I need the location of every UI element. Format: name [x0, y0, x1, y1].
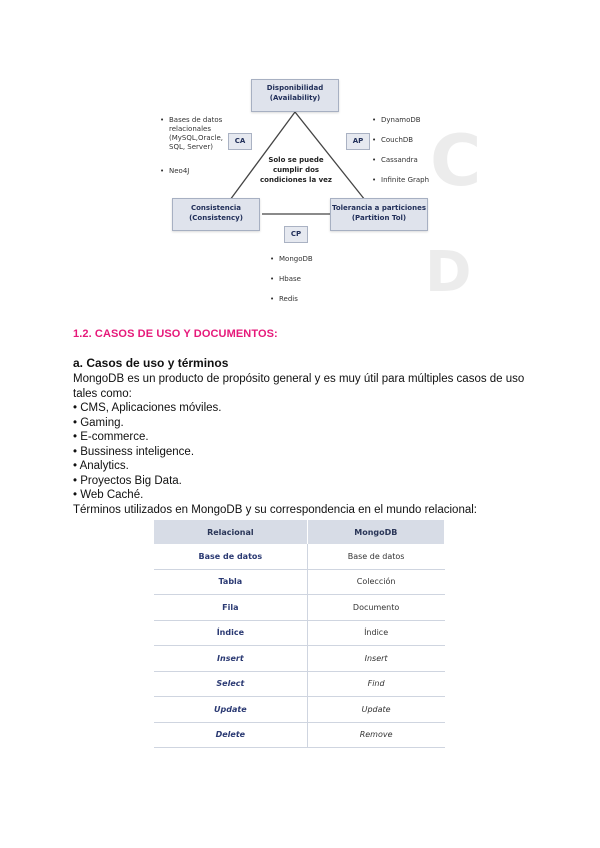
relational-cell: Delete	[154, 722, 307, 748]
table-row	[154, 569, 445, 595]
partition-box	[330, 198, 428, 231]
watermark-letter: C	[430, 120, 482, 202]
table-row	[154, 722, 445, 748]
mongodb-cell: Índice	[307, 620, 444, 646]
use-case-item: • CMS, Aplicaciones móviles.	[73, 402, 222, 414]
header-relational: Relacional	[154, 520, 307, 544]
relational-cell: Insert	[154, 646, 307, 672]
ca-tag: CA	[228, 133, 252, 150]
list-item: • CouchDB	[381, 136, 413, 145]
table-row	[154, 697, 445, 723]
mongodb-cell: Remove	[307, 722, 444, 748]
table-row	[154, 544, 445, 569]
availability-subtitle: (Availability)	[269, 94, 321, 102]
cp-tag: CP	[284, 226, 308, 243]
list-item: • Infinite Graph	[381, 176, 429, 185]
partition-subtitle: (Partition Tol)	[351, 214, 407, 222]
relational-cell: Update	[154, 697, 307, 723]
use-case-item: • Bussiness inteligence.	[73, 445, 195, 458]
relational-cell: Select	[154, 671, 307, 697]
list-item-cont: (MySQL,Oracle,	[169, 134, 223, 142]
mongodb-cell: Update	[307, 697, 444, 723]
center-note	[256, 155, 336, 185]
cp-list	[279, 255, 339, 305]
use-case-item: • Proyectos Big Data.	[73, 474, 182, 487]
terms-table	[154, 520, 445, 748]
intro-paragraph	[73, 372, 524, 517]
header-mongodb: MongoDB	[307, 520, 444, 544]
table-row	[154, 620, 445, 646]
table-header-row	[154, 520, 445, 544]
terms-intro: Términos utilizados en MongoDB y su correspondencia en el mundo relacional:	[73, 503, 477, 516]
mongodb-cell: Colección	[307, 569, 444, 595]
center-note-line: Solo se puede	[268, 156, 324, 164]
consistency-subtitle: (Consistency)	[189, 214, 243, 222]
consistency-box	[172, 198, 260, 231]
watermark-letter: D	[425, 240, 472, 305]
relational-cell: Índice	[154, 620, 307, 646]
ca-list	[169, 116, 239, 186]
mongodb-cell: Base de datos	[307, 544, 444, 569]
availability-title: Disponibilidad	[266, 84, 324, 92]
ap-tag: AP	[346, 133, 370, 150]
table-row	[154, 646, 445, 672]
availability-box	[251, 79, 339, 112]
list-item-cont: SQL, Server)	[169, 143, 213, 151]
ap-list	[381, 116, 451, 186]
table-row	[154, 671, 445, 697]
mongodb-cell: Insert	[307, 646, 444, 672]
table-row	[154, 595, 445, 621]
list-item-cont: relacionales	[169, 125, 211, 133]
center-note-line: condiciones la vez	[260, 176, 332, 184]
partition-title: Tolerancia a particiones	[331, 204, 427, 212]
mongodb-cell: Documento	[307, 595, 444, 621]
relational-cell: Tabla	[154, 569, 307, 595]
section-title: 1.2. CASOS DE USO Y DOCUMENTOS:	[73, 328, 278, 340]
list-item: • MongoDB	[279, 255, 313, 264]
list-item: • Cassandra	[381, 156, 418, 165]
list-item: • Bases de datos	[169, 116, 222, 125]
relational-cell: Fila	[154, 595, 307, 621]
list-item: • Hbase	[279, 275, 301, 284]
list-item: • DynamoDB	[381, 116, 421, 125]
use-case-item: • Web Caché.	[73, 489, 144, 501]
text-line: MongoDB es un producto de propósito general y es muy útil para múltiples casos de uso	[73, 373, 525, 385]
center-note-line: cumplir dos	[272, 166, 320, 174]
use-case-item: • E-commerce.	[73, 431, 149, 443]
mongodb-cell: Find	[307, 671, 444, 697]
subsection-title: a. Casos de uso y términos	[73, 356, 229, 370]
use-case-item: • Analytics.	[73, 460, 129, 472]
consistency-title: Consistencia	[190, 204, 241, 212]
text-line: tales como:	[73, 387, 132, 400]
list-item: • Neo4J	[169, 167, 189, 176]
use-case-item: • Gaming.	[73, 416, 124, 429]
relational-cell: Base de datos	[154, 544, 307, 569]
list-item: • Redis	[279, 295, 298, 304]
